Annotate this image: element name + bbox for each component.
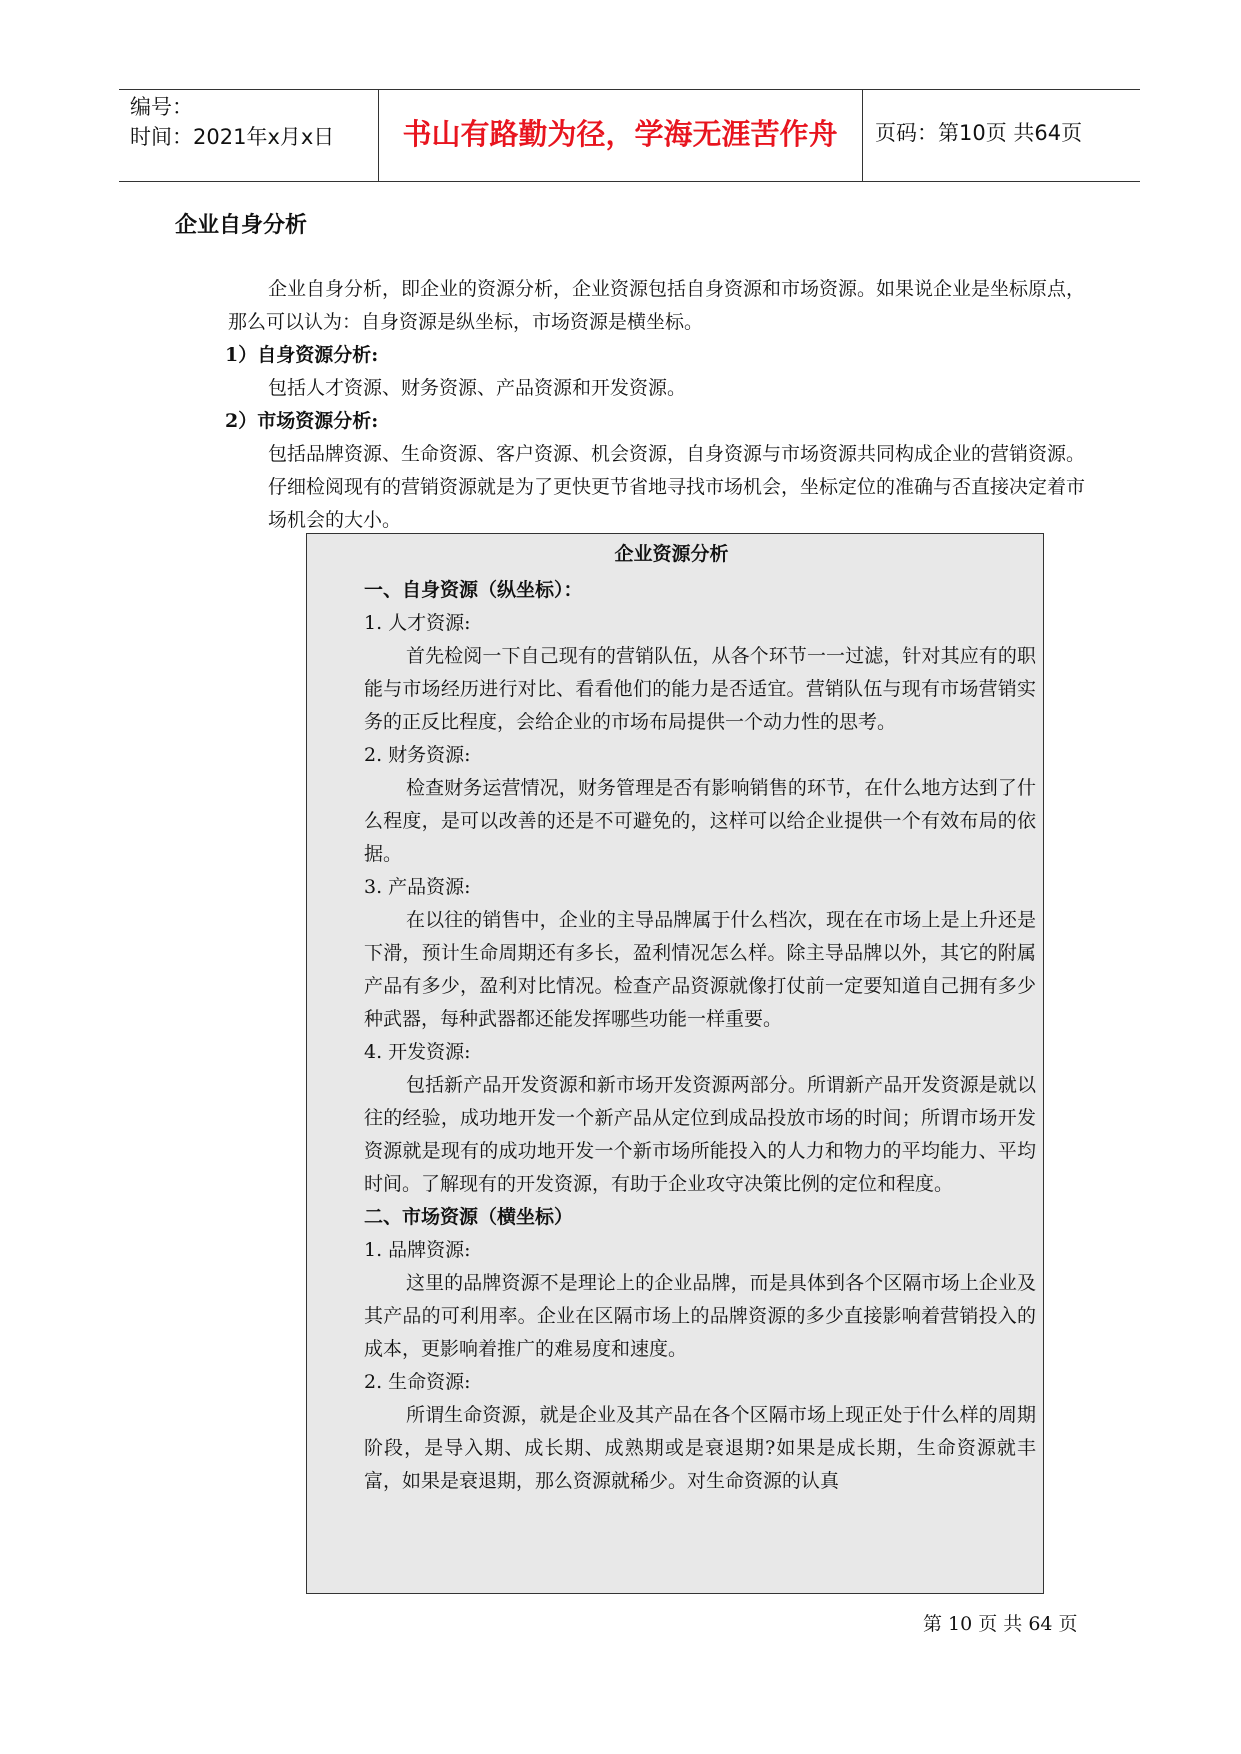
box-section-heading: 一、自身资源（纵坐标）： xyxy=(364,579,583,601)
header-meta xyxy=(130,92,375,152)
box-paragraph: 包括新产品开发资源和新市场开发资源两部分。所谓新产品开发资源是就以往的经验，成功地开发一个新产品从定位到成品投放市场的时间；所谓市场开发资源就是现有的成功地开发一个新市场所能投入的人力和物力的平均能力、平均时间。了解现有的开发资源，有助于企业攻守决策比例的定位和程度。 xyxy=(364,1074,1036,1195)
document-number-label: 编号： xyxy=(130,95,193,119)
box-paragraph: 检查财务运营情况，财务管理是否有影响销售的环节，在什么地方达到了什么程度，是可以改善的还是不可避免的，这样可以给企业提供一个有效布局的依据。 xyxy=(364,777,1036,865)
section-text-market: 包括品牌资源、生命资源、客户资源、机会资源，自身资源与市场资源共同构成企业的营销资源。仔细检阅现有的营销资源就是为了更快更节省地寻找市场机会，坐标定位的准确与否直接决定着市场机会的大小。 xyxy=(268,443,1086,531)
box-paragraph: 这里的品牌资源不是理论上的企业品牌，而是具体到各个区隔市场上企业及其产品的可利用率。企业在区隔市场上的品牌资源的多少直接影响着营销投入的成本，更影响着推广的难易度和速度。 xyxy=(364,1272,1036,1360)
box-item-heading: 3. 产品资源: xyxy=(364,876,471,898)
header-top-rule xyxy=(119,89,1140,90)
box-content xyxy=(364,534,1036,1498)
box-section-heading: 二、市场资源（横坐标） xyxy=(364,1206,574,1228)
header-divider-left xyxy=(378,89,379,182)
box-paragraph: 所谓生命资源，就是企业及其产品在各个区隔市场上现正处于什么样的周期阶段，是导入期、成长期、成熟期或是衰退期?如果是成长期，生命资源就丰富，如果是衰退期，那么资源就稀少。对生命资源的认真 xyxy=(364,1404,1036,1492)
box-item-heading: 2. 生命资源: xyxy=(364,1371,471,1393)
document-time-label: 时间：2021年x月x日 xyxy=(130,125,335,149)
box-item-heading: 1. 人才资源: xyxy=(364,612,471,634)
box-item-heading: 4. 开发资源: xyxy=(364,1041,471,1063)
box-item-heading: 1. 品牌资源: xyxy=(364,1239,471,1261)
header-bottom-rule xyxy=(119,181,1140,182)
section-heading-market: 2）市场资源分析: xyxy=(225,410,379,432)
intro-paragraph: 企业自身分析，即企业的资源分析，企业资源包括自身资源和市场资源。如果说企业是坐标原点，那么可以认为：自身资源是纵坐标，市场资源是横坐标。 xyxy=(228,278,1086,333)
resource-analysis-box xyxy=(306,533,1044,1594)
header-page-number: 页码：第10页 共64页 xyxy=(875,121,1083,145)
box-title: 企业资源分析 xyxy=(614,543,729,565)
section-heading-self: 1）自身资源分析: xyxy=(225,344,379,366)
header-divider-right xyxy=(862,89,863,182)
box-item-heading: 2. 财务资源: xyxy=(364,744,471,766)
section-text-self: 包括人才资源、财务资源、产品资源和开发资源。 xyxy=(268,377,687,399)
header-motto: 书山有路勤为径，学海无涯苦作舟 xyxy=(402,117,838,151)
box-paragraph: 在以往的销售中，企业的主导品牌属于什么档次，现在在市场上是上升还是下滑，预计生命周期还有多长，盈利情况怎么样。除主导品牌以外，其它的附属产品有多少，盈利对比情况。检查产品资源就像打仗前一定要知道自己拥有多少种武器，每种武器都还能发挥哪些功能一样重要。 xyxy=(364,909,1036,1030)
page-title: 企业自身分析 xyxy=(175,212,308,238)
footer-page-number: 第 10 页 共 64 页 xyxy=(923,1613,1078,1635)
box-paragraph: 首先检阅一下自己现有的营销队伍，从各个环节一一过滤，针对其应有的职能与市场经历进行对比、看看他们的能力是否适宜。营销队伍与现有市场营销实务的正反比程度，会给企业的市场布局提供一个动力性的思考。 xyxy=(364,645,1036,733)
